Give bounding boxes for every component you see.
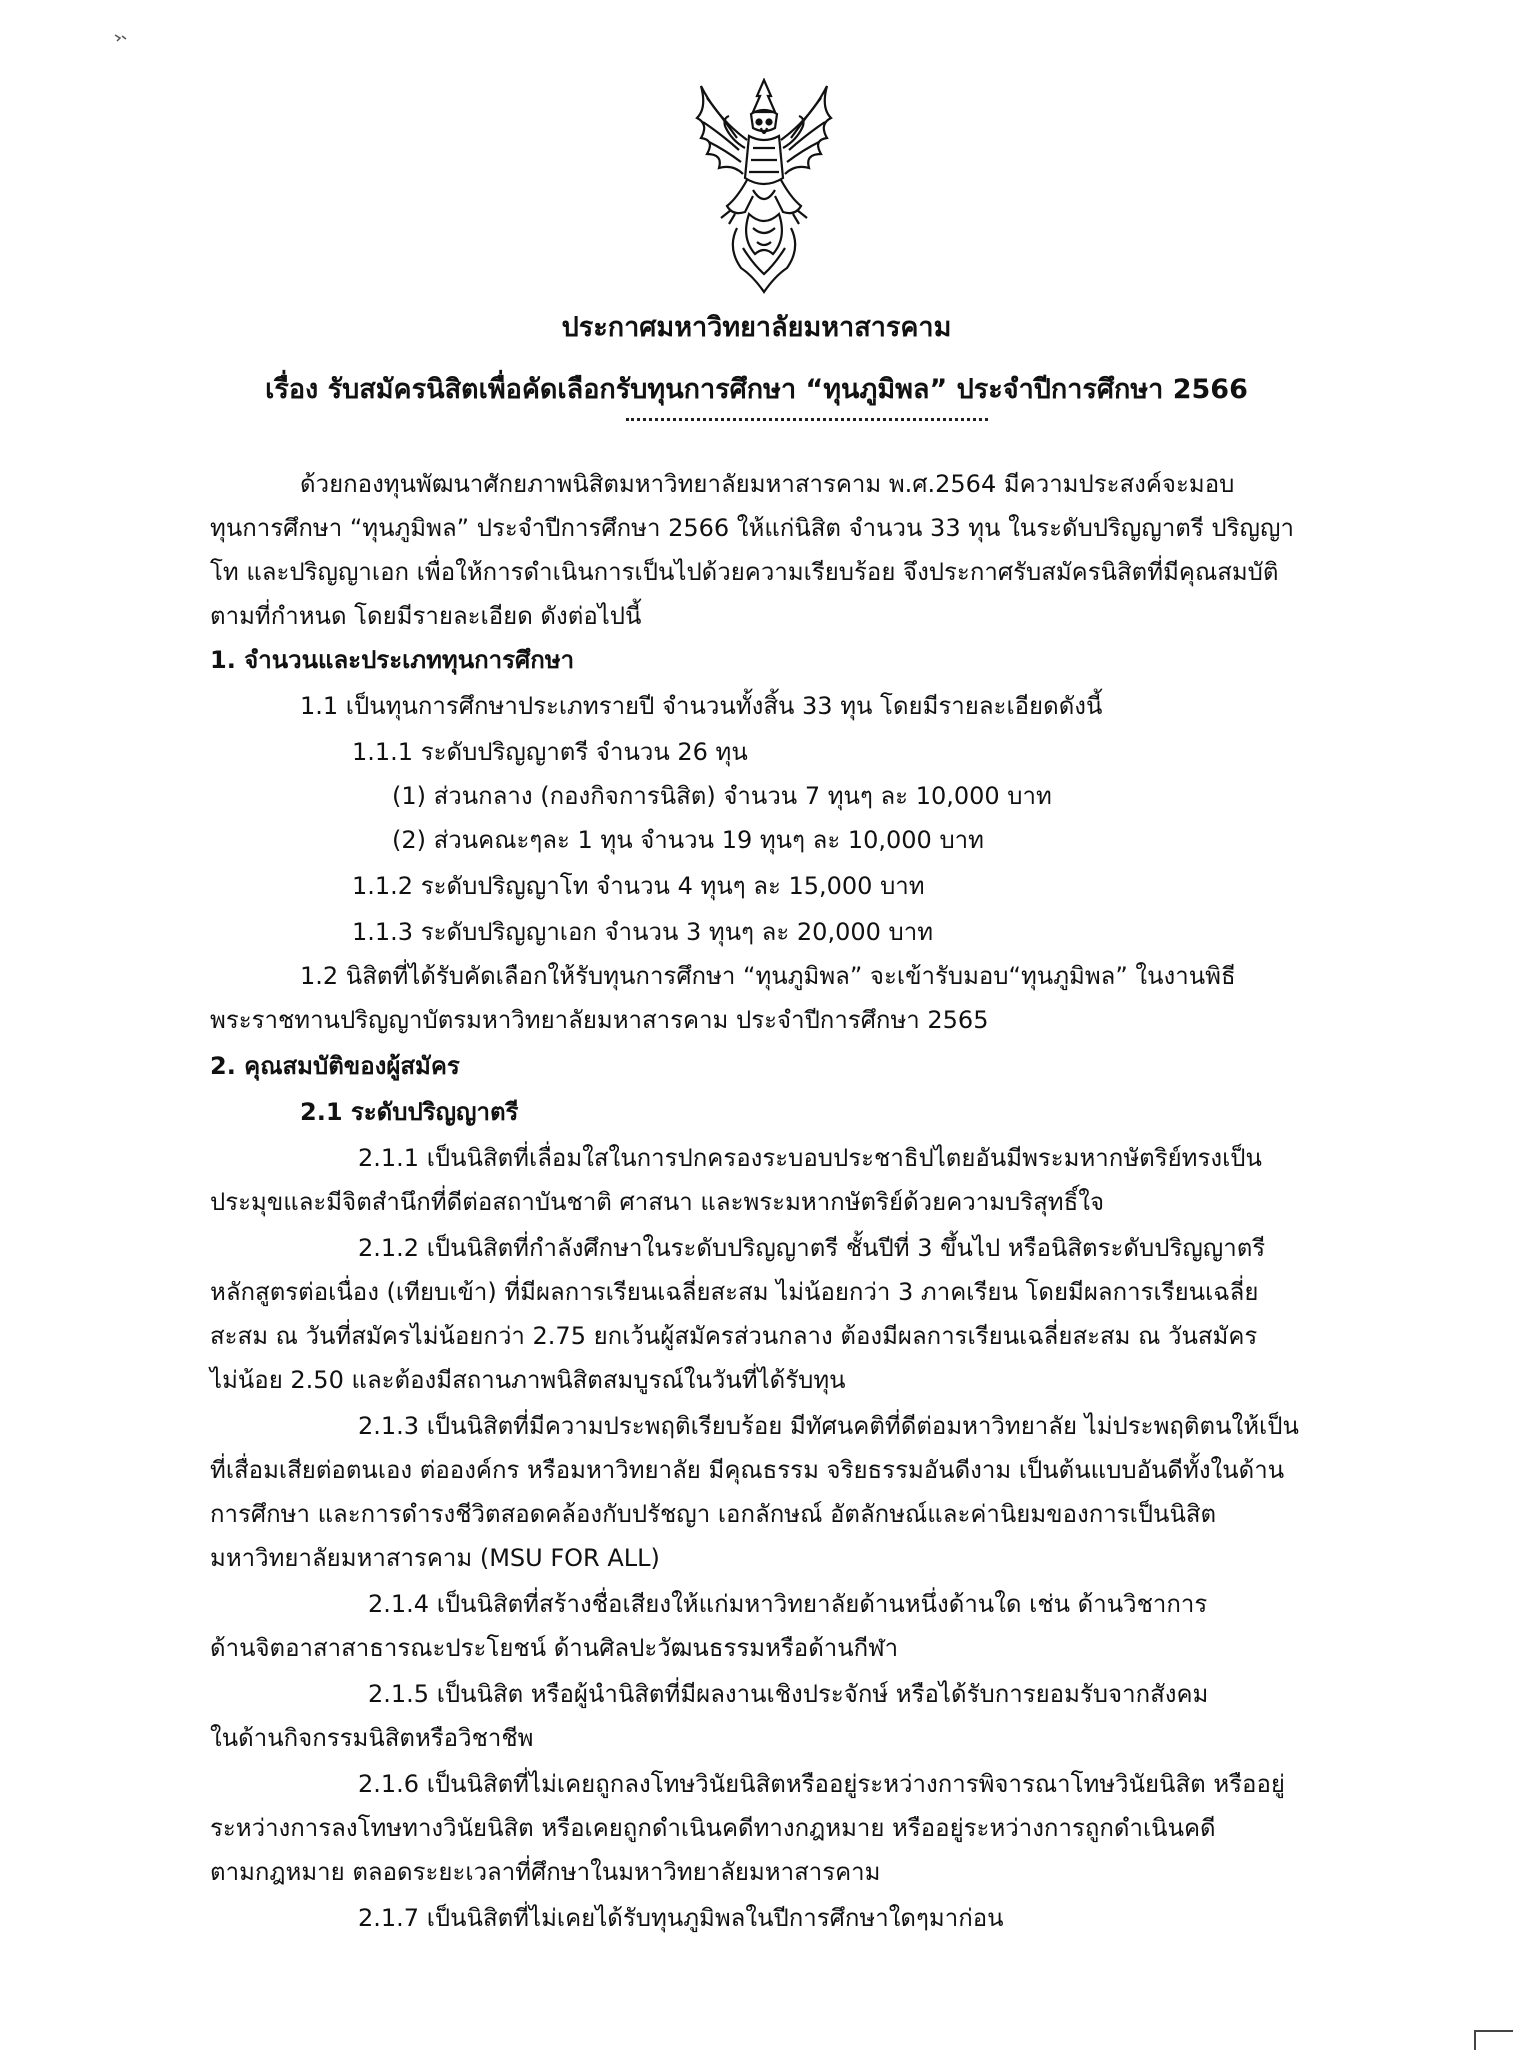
item-1-1-3: 1.1.3 ระดับปริญญาเอก จำนวน 3 ทุนๆ ละ 20,000 บาท <box>352 918 934 946</box>
item-2-1-2: 2.1.2 เป็นนิสิตที่กำลังศึกษาในระดับปริญญาตรี ชั้นปีที่ 3 ขึ้นไป หรือนิสิตระดับปริญญาตรี <box>358 1234 1266 1262</box>
item-1-1-1-b: (2) ส่วนคณะๆละ 1 ทุน จำนวน 19 ทุนๆ ละ 10,000 บาท <box>392 826 984 854</box>
item-2-1-3: การศึกษา และการดำรงชีวิตสอดคล้องกับปรัชญา เอกลักษณ์ อัตลักษณ์และค่านิยมของการเป็นนิสิต <box>210 1500 1217 1528</box>
item-2-1-7: 2.1.7 เป็นนิสิตที่ไม่เคยได้รับทุนภูมิพลในปีการศึกษาใดๆมาก่อน <box>358 1904 1004 1932</box>
item-2-1-3: ที่เสื่อมเสียต่อตนเอง ต่อองค์กร หรือมหาวิทยาลัย มีคุณธรรม จริยธรรมอันดีงาม เป็นต้นแบบอันดีทั้งในด้าน <box>210 1456 1285 1484</box>
item-2-1-3: 2.1.3 เป็นนิสิตที่มีความประพฤติเรียบร้อย มีทัศนคติที่ดีต่อมหาวิทยาลัย ไม่ประพฤติตนให้เป็น <box>358 1412 1299 1440</box>
item-1-1: 1.1 เป็นทุนการศึกษาประเภทรายปี จำนวนทั้งสิ้น 33 ทุน โดยมีรายละเอียดดังนี้ <box>300 692 1103 720</box>
item-2-1-1: 2.1.1 เป็นนิสิตที่เลื่อมใสในการปกครองระบอบประชาธิปไตยอันมีพระมหากษัตริย์ทรงเป็น <box>358 1144 1262 1172</box>
intro-line: โท และปริญญาเอก เพื่อให้การดำเนินการเป็นไปด้วยความเรียบร้อย จึงประกาศรับสมัครนิสิตที่มีคุณสมบัติ <box>210 558 1279 586</box>
intro-line: ทุนการศึกษา “ทุนภูมิพล” ประจำปีการศึกษา 2566 ให้แก่นิสิต จำนวน 33 ทุน ในระดับปริญญาตรี ปริญญา <box>210 514 1294 542</box>
garuda-emblem-icon <box>687 78 841 298</box>
item-2-1-5: 2.1.5 เป็นนิสิต หรือผู้นำนิสิตที่มีผลงานเชิงประจักษ์ หรือได้รับการยอมรับจากสังคม <box>368 1680 1209 1708</box>
item-1-1-1-a: (1) ส่วนกลาง (กองกิจการนิสิต) จำนวน 7 ทุนๆ ละ 10,000 บาท <box>392 782 1052 810</box>
item-2-1-2: หลักสูตรต่อเนื่อง (เทียบเข้า) ที่มีผลการเรียนเฉลี่ยสะสม ไม่น้อยกว่า 3 ภาคเรียน โดยมีผลการเรียนเฉลี่ย <box>210 1278 1259 1306</box>
item-2-1-1: ประมุขและมีจิตสำนึกที่ดีต่อสถาบันชาติ ศาสนา และพระมหากษัตริย์ด้วยความบริสุทธิ์ใจ <box>210 1188 1105 1216</box>
item-2-1-6: ตามกฎหมาย ตลอดระยะเวลาที่ศึกษาในมหาวิทยาลัยมหาสารคาม <box>210 1858 881 1886</box>
item-2-1-4: 2.1.4 เป็นนิสิตที่สร้างชื่อเสียงให้แก่มหาวิทยาลัยด้านหนึ่งด้านใด เช่น ด้านวิชาการ <box>368 1590 1208 1618</box>
intro-line: ด้วยกองทุนพัฒนาศักยภาพนิสิตมหาวิทยาลัยมหาสารคาม พ.ศ.2564 มีความประสงค์จะมอบ <box>300 470 1235 498</box>
item-2-1-5: ในด้านกิจกรรมนิสิตหรือวิชาชีพ <box>210 1724 534 1752</box>
dotted-divider <box>626 418 988 421</box>
announcement-title: ประกาศมหาวิทยาลัยมหาสารคาม <box>561 312 952 343</box>
item-2-1-6: 2.1.6 เป็นนิสิตที่ไม่เคยถูกลงโทษวินัยนิสิตหรืออยู่ระหว่างการพิจารณาโทษวินัยนิสิต หรืออยู่ <box>358 1770 1285 1798</box>
scan-mark-icon <box>114 28 128 38</box>
item-2-1-4: ด้านจิตอาสาสาธารณะประโยชน์ ด้านศิลปะวัฒนธรรมหรือด้านกีฬา <box>210 1634 899 1662</box>
item-1-2: พระราชทานปริญญาบัตรมหาวิทยาลัยมหาสารคาม ประจำปีการศึกษา 2565 <box>210 1006 989 1034</box>
item-1-1-2: 1.1.2 ระดับปริญญาโท จำนวน 4 ทุนๆ ละ 15,000 บาท <box>352 872 925 900</box>
intro-line: ตามที่กำหนด โดยมีรายละเอียด ดังต่อไปนี้ <box>210 602 642 630</box>
announcement-subject: เรื่อง รับสมัครนิสิตเพื่อคัดเลือกรับทุนการศึกษา “ทุนภูมิพล” ประจำปีการศึกษา 2566 <box>265 374 1248 405</box>
item-1-2: 1.2 นิสิตที่ได้รับคัดเลือกให้รับทุนการศึกษา “ทุนภูมิพล” จะเข้ารับมอบ“ทุนภูมิพล” ในงานพิธี <box>300 962 1236 990</box>
subsection-2-1-heading: 2.1 ระดับปริญญาตรี <box>300 1098 519 1126</box>
item-2-1-2: สะสม ณ วันที่สมัครไม่น้อยกว่า 2.75 ยกเว้นผู้สมัครส่วนกลาง ต้องมีผลการเรียนเฉลี่ยสะสม ณ วันสมัคร <box>210 1322 1258 1350</box>
section-1-heading: 1. จำนวนและประเภททุนการศึกษา <box>210 646 575 674</box>
item-1-1-1: 1.1.1 ระดับปริญญาตรี จำนวน 26 ทุน <box>352 738 748 766</box>
section-2-heading: 2. คุณสมบัติของผู้สมัคร <box>210 1052 460 1080</box>
scan-corner-mark <box>1474 2030 1513 2050</box>
item-2-1-2: ไม่น้อย 2.50 และต้องมีสถานภาพนิสิตสมบูรณ์ในวันที่ได้รับทุน <box>210 1366 846 1394</box>
item-2-1-6: ระหว่างการลงโทษทางวินัยนิสิต หรือเคยถูกดำเนินคดีทางกฎหมาย หรืออยู่ระหว่างการถูกดำเนินคดี <box>210 1814 1216 1842</box>
item-2-1-3: มหาวิทยาลัยมหาสารคาม (MSU FOR ALL) <box>210 1544 660 1572</box>
